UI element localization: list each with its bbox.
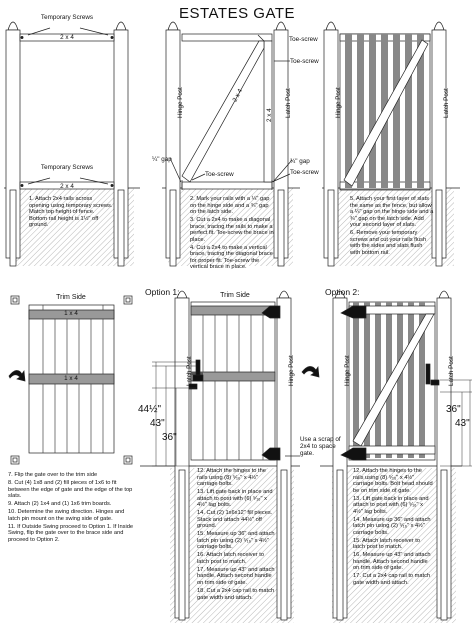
step-14-option-2: 14. Measure up 36" and attach latch pin using (2) ⁵⁄₁₆" x 4½" carriage bolts. [353,516,431,536]
dimension-36-6: 36" [446,404,461,415]
step-13-option-2: 13. Lift gate back in place and attach to post with (6) ⁵⁄₁₆" x 4½" lag bolts. [353,495,429,515]
trim-mid-label: 1 x 4 [64,375,78,382]
panel3-steps [350,196,434,258]
toe-screw-label-bottom-right: Toe-screw [290,169,319,176]
step-11: 11. If Outside Swing proceed to Option 1. If Inside Swing, flip the gate over to the brace side and proceed to Option 2. [8,523,134,543]
step-12-option-2: 12. Attach the hinges to the rails using (8) ⁵⁄₁₆" x 4½" carriage bolts. Bolt head should be on trim side of gate. [353,468,433,494]
step-9: 9. Attach (2) 1x4 and (1) 1x6 trim boards. [8,501,112,508]
quarter-gap-label: ¼" gap [152,156,172,163]
hinge-post-label: Hinge Post [177,87,184,118]
latch-post-label-3: Latch Post [443,88,450,118]
latch-post-label-6: Latch Post [448,356,455,386]
panel4-steps [8,472,136,545]
dimension-43-5: 43" [150,418,165,429]
toe-screw-label-right: Toe-screw [290,58,319,65]
step-14-option-1: 14. Cut (2) 1x6x12" fill pieces. Stack and attach 44½" off ground. [197,510,273,530]
dimension-44-5: 44½" [138,404,162,415]
latch-post-label: Latch Post [285,88,292,118]
trim-top-label: 1 x 4 [64,310,78,317]
panel2-steps [190,196,274,272]
step-5: 5. Attach your first layer of slats the same as the fence, but allow a ¼" gap on the hinge side and a ¾" gap on the latch side. Add your second layer of slats. [350,196,434,228]
step-6: 6. Remove your temporary screws and cut your rails flush with the sides and slats flush with bottom rail. [350,230,427,256]
step-13-option-1: 13. Lift gate back in place and attach to post with (6) ⁵⁄₁₆" x 4½" lag bolts. [197,489,273,509]
step-8: 8. Cut (4) 1x8 and (2) fill pieces of 1x6 to fit between the edge of gate and the edge of the top slats. [8,480,133,500]
three-quarter-gap-label: ¾" gap [290,158,310,165]
step-18-option-1: 18. Cut a 2x4 cap rail to match gate width and attach. [197,588,275,601]
temporary-screws-label-top: Temporary Screws [40,14,94,21]
dimension-43-6: 43" [455,418,470,429]
hinge-post-label-5: Hinge Post [288,355,295,386]
step-17-option-2: 17. Cut a 2x4 cap rail to match gate width and attach. [353,573,431,586]
diagonal-brace-label: 2 x 4 [231,87,245,104]
dimension-36-5: 36" [162,432,177,443]
option-2-label: Option 2: [325,287,360,297]
step-16-option-1: 16. Attach latch receiver to latch post to match. [197,552,265,565]
step-15-option-1: 15. Measure up 36" and attach latch pin using (2) ⁵⁄₁₆" x 4½" carriage bolts. [197,531,275,551]
hinge-post-label-6: Hinge Post [344,355,351,386]
step-2: 2. Mark your rails with a ¼" gap on the hinge side and a ¾" gap on the latch side. [190,196,270,215]
bottom-rail-label: 2 x 4 [60,183,74,190]
toe-screw-label-top: Toe-screw [289,36,318,43]
trim-side-label: Trim Side [56,294,86,301]
page-title: ESTATES GATE [178,5,296,22]
top-rail-label: 2 x 4 [60,34,74,41]
step-17-option-1: 17. Measure up 43" and attach handle. Attach second handle on trim side of gate. [197,566,275,586]
step-7: 7. Flip the gate over to the trim side [8,472,98,478]
trim-side-label-5: Trim Side [220,292,250,299]
panel1-steps [29,196,114,230]
latch-post-label-5: Latch Post [186,356,193,386]
step-10: 10. Determine the swing direction. Hinges and latch pin mount on the swing side of gate. [8,509,125,522]
toe-screw-label-bottom-left: Toe-screw [205,171,234,178]
step-3: 3. Cut a 2x4 to make a diagonal brace, tracing the rails to make a perfect fit. Toe-screw the brace in place. [190,217,274,243]
step-16-option-2: 16. Measure up 43" and attach handle. Attach second handle on trim side of gate. [353,552,431,572]
vertical-brace-label: 2 x 4 [266,108,273,122]
option-1-label: Option 1: [145,287,180,297]
panel5-steps [197,468,275,603]
step-1: 1. Attach 2x4 rails across opening using temporary screws. Match top height of fence. Bottom rail height is 1½" off ground. [29,196,113,228]
step-4: 4. Cut a 2x4 to make a vertical brace, tracing the diagonal brace for proper fit. Toe-screw the vertical brace in place. [190,244,273,271]
panel6-steps [353,468,433,588]
step-12-option-1: 12. Attach the hinges to the rails using (8) ⁵⁄₁₆" x 4½" carriage bolts. [197,468,266,487]
scrap-spacer-note: Use a scrap of 2x4 to space gate. [300,436,341,458]
hinge-post-label-3: Hinge Post [335,87,342,118]
temporary-screws-label-bottom: Temporary Screws [40,164,94,171]
step-15-option-2: 15. Attach latch receiver to latch post to match. [353,537,421,551]
